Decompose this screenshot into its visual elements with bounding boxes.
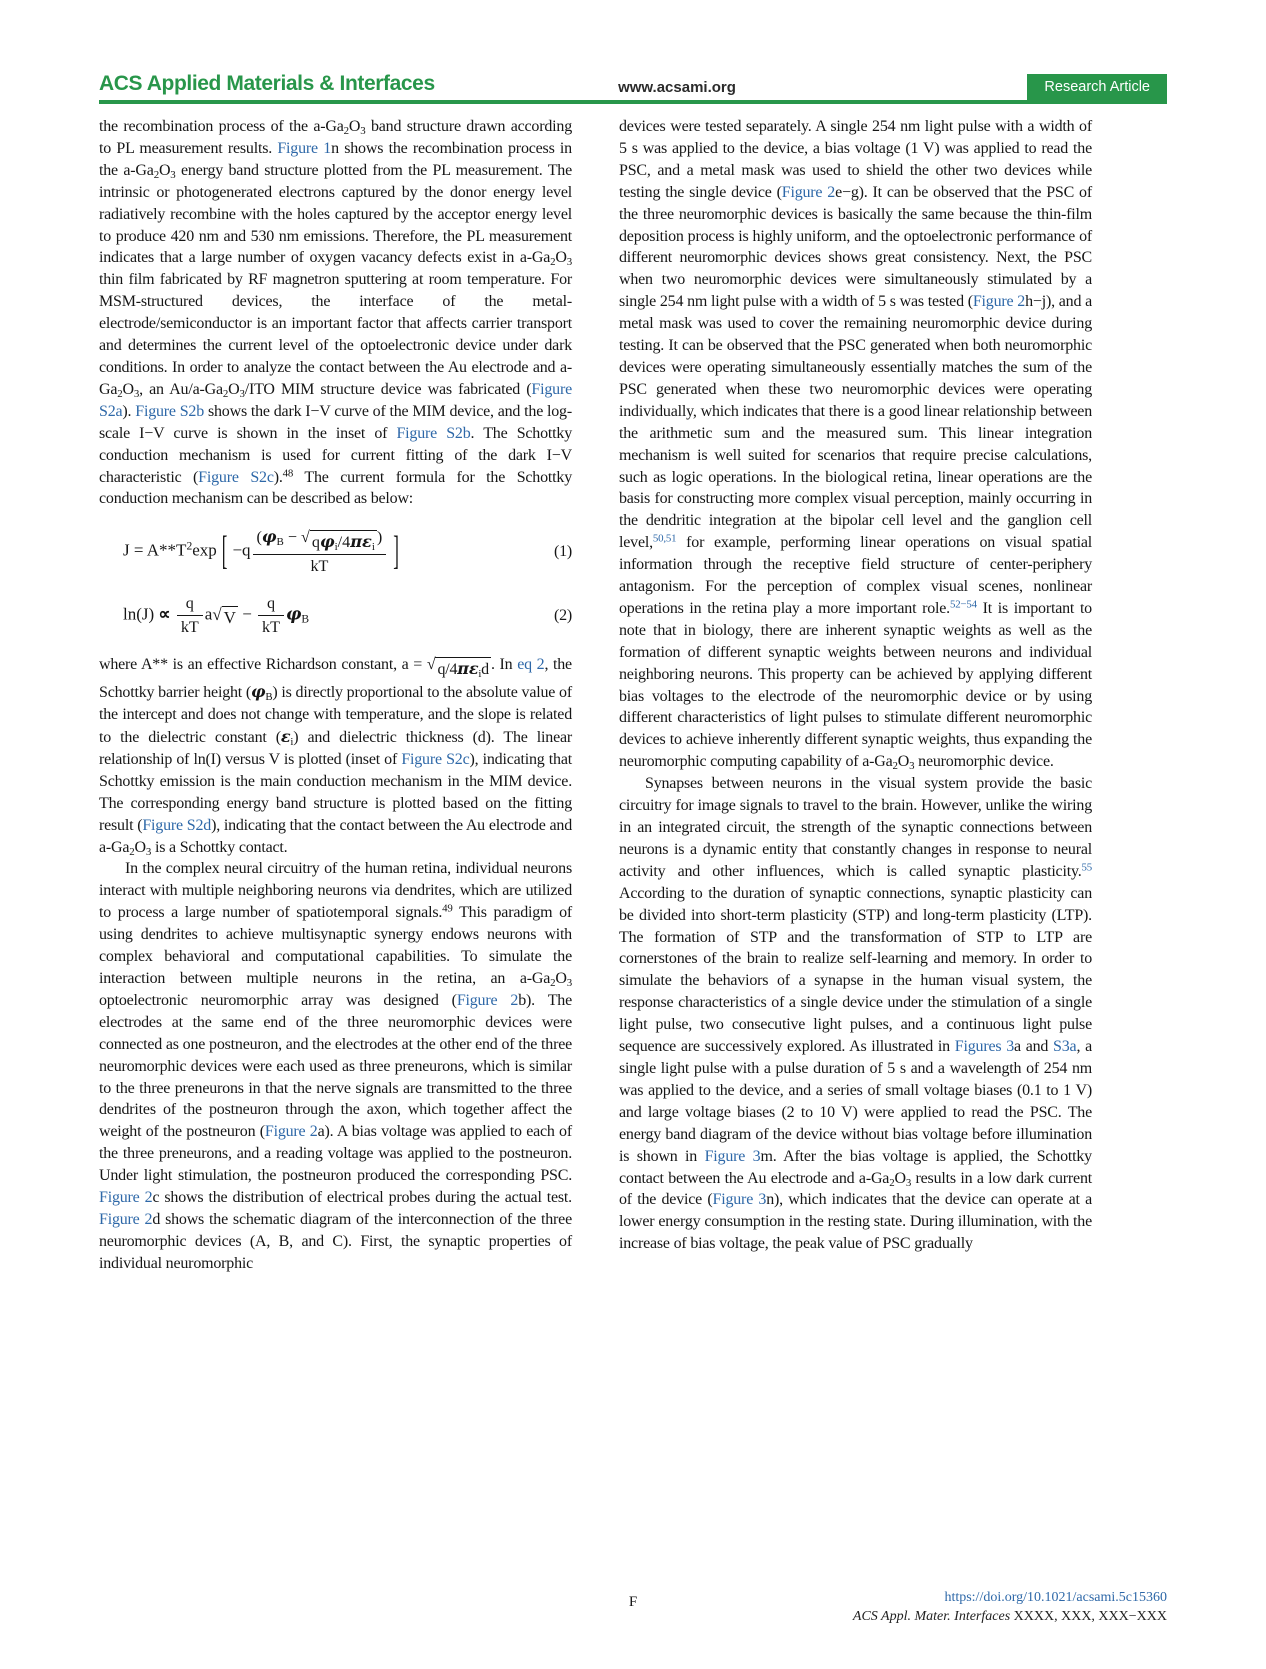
inline-link[interactable]: Figure 2 [264,1123,318,1141]
right-column [619,116,1092,1275]
text-span: 2 [117,387,123,400]
text-span: ε [362,532,372,552]
inline-link[interactable]: Figure S2d [142,816,212,834]
text-span: ε [468,659,479,679]
inline-link[interactable]: Figure 3 [712,1191,767,1209]
inline-link[interactable]: S3a [1053,1038,1077,1056]
text-span: i [290,736,294,749]
reference-link[interactable]: 50,51 [652,532,677,545]
text-span: 3 [360,125,366,138]
left-column [99,116,572,1275]
text-span: i [334,541,338,554]
journal-title: ACS Applied Materials & Interfaces [99,72,435,95]
inline-link[interactable]: Figure 2 [99,1189,153,1207]
para-synapses: Synapses between neurons in the visual system provide the basic circuitry for image signals to travel to the brain. However, unlike the wiring in an integrated circuit, the strength of the synaptic connections between neurons is a dynamic entity that constantly changes in response to neural activity and other influences, which is called synaptic plasticity.$^{55}$ According to the duration of synaptic connections, synaptic plasticity can be divided into short-term plasticity (STP) and long-term plasticity (LTP). The formation of STP and the transformation of STP to LTP are cornerstones of the brain to realize self-learning and memory. In order to simulate the behaviors of a synapse in the human visual system, the response characteristics of a single device under the stimulation of a single light pulse, two consecutive light pulses, and a continuous light pulse sequence are successively explored. As illustrated in Figures 3a and S3a, a single light pulse with a pulse duration of 5 s and a wavelength of 254 nm was applied to the device, and a series of small voltage biases (0.1 to 1 V) and large voltage biases (2 to 10 V) were applied to read the PSC. The energy band diagram of the device without bias voltage before illumination is shown in Figure 3m. After the bias voltage is applied, the Schottky contact between the Au electrode and $a-Ga_2O_3$ results in a low dark current of the device (Figure 3n), which indicates that the device can operate at a lower energy consumption in the resting state. During illumination, with the increase of bias voltage, the peak value of PSC gradually [619,775,1092,1253]
page-number: F [628,1594,638,1610]
inline-link[interactable]: Figure 2 [781,183,836,201]
doi-link[interactable]: https://doi.org/10.1021/acsami.5c15360 [944,1590,1167,1605]
text-span: 2 [892,760,898,773]
fraction-numerator: ($\varphi_B$ − √ $q\varphi_i/4\pi\varepsilon_i$ ) [256,527,383,554]
fraction-denominator: kT [258,615,284,638]
square-root [427,657,491,681]
para-schottky-fitting: where A** is an effective Richardson constant, a = √ $q/4\pi\varepsilon_id$ . In eq 2, the Schottky barrier height $(\varphi_B)$ is directly proportional to the absolute value of the intercept and does not change with temperature, and the slope is related to the dielectric constant $(\varepsilon_i)$ and dielectric thickness (d). The linear relationship of ln(I) versus V is plotted (inset of Figure S2c), indicating that Schottky emission is the main conduction mechanism in the MIM device. The corresponding energy band structure is plotted based on the fitting result (Figure S2d), indicating that the contact between the Au electrode and $a-Ga_2O_3$ is a Schottky contact. [99,656,572,858]
equation-number: (2) [553,606,572,624]
radicand: $q\varphi_i/4\pi\varepsilon_i$ [311,532,375,554]
equation-2 [99,593,572,638]
footer-citation-block [853,1588,1167,1626]
text-span: B [301,612,310,626]
para-devices-tested: devices were tested separately. A single 254 nm light pulse with a width of 5 s was applied to the device, a bias voltage (1 V) was applied to read the PSC, and a metal mask was used to shield the other two devices while testing the single device (Figure 2e−g). It can be observed that the PSC of the three neuromorphic devices is basically the same because the thin-film deposition process is highly uniform, and the optoelectronic performance of different neuromorphic devices shows great consistency. Next, the PSC when two neuromorphic devices were simultaneously stimulated by a single 254 nm light pulse with a width of 5 s was tested (Figure 2h−j), and a metal mask was used to cover the remaining neuromorphic device during testing. It can be observed that the PSC generated when both neuromorphic devices were operating simultaneously essentially matches the sum of the PSC generated when these two neuromorphic devices were operating individually, which indicates that there is a good linear relationship between the arithmetic sum and the measured sum. This linear integration mechanism is well suited for scenarios that require precise calculations, such as logic operations. In the biological retina, linear operations are the basis for constructing more complex visual perception, mainly occurring in the dendritic integration at the bipolar cell level and the ganglion cell level,$^{50,51}$ for example, performing linear operations on visual spatial information through the receptive field structure of center-periphery antagonism. For the perception of complex visual scenes, nonlinear operations in the retina play a more important role.$^{52-54}$ It is important to note that in biology, there are inherent synaptic weights as well as the formation of different synaptic weights between neurons and individual neighboring neurons. This property can be achieved by applying different bias voltages to the electrode of the neuromorphic device or by using different characteristics of light pulses to stimulate different neuromorphic devices to achieve inherently different synaptic weights, thus expanding the neuromorphic computing capability of $a-Ga_2O_3$ neuromorphic device. [619,118,1092,773]
text-span: 3 [170,168,176,181]
inline-link[interactable]: Figure 2 [99,1210,153,1228]
radical-sign-icon: √ [426,656,436,674]
text-span: φ [285,604,302,625]
fraction-numerator: q [185,595,194,613]
radicand: V [222,606,238,629]
inline-link[interactable]: Figure S2c [401,750,470,768]
equation-body: ln(J) ∝ $\frac{q}{kT}$ a √ V − $\frac{q}{kT}$ $\varphi_B$ [123,595,310,637]
text-span: 3 [133,387,140,400]
text-span: φ [251,682,266,702]
text-span: ε [280,727,291,747]
fraction-numerator: q [266,595,276,613]
inline-link[interactable]: Figure S2a [99,380,572,420]
equation-body: $J = A**T^2\exp$ [ −q ($\varphi_B$ − √ $q\varphi_i/4\pi\varepsilon_i$ ) kT ] [123,526,404,577]
text-span: 3 [239,387,245,400]
text-span: 3 [145,845,152,858]
inline-link[interactable]: Figure 2 [972,293,1026,311]
inline-link[interactable]: eq 2 [517,656,545,674]
square-root [212,606,238,629]
inline-link[interactable]: Figure 3 [704,1147,761,1165]
text-span: i [478,668,482,681]
text-span: [ [221,528,228,573]
text-span: 48 [282,467,294,480]
radical-sign-icon: √ [212,604,222,624]
text-span: 3 [909,760,915,773]
text-span: ] [393,528,399,573]
text-span: 3 [566,977,572,990]
text-span: 2 [153,168,159,181]
equation-number: (1) [553,542,572,560]
citation-issue: XXXX, XXX, XXX−XXX [1010,1609,1167,1624]
citation-journal: ACS Appl. Mater. Interfaces [852,1609,1011,1624]
text-span: 2 [889,1176,895,1189]
inline-link[interactable]: Figure S2c [198,468,274,486]
text-span: 2 [343,125,349,138]
text-span: φ [319,532,335,552]
text-span: B [276,536,284,549]
text-span: i [371,541,375,554]
fraction [258,593,284,638]
fraction [177,593,203,638]
text-span: π [350,532,363,552]
text-span: 2 [222,387,229,400]
text-span: 2 [186,539,193,553]
article-body [99,116,1167,1275]
inline-link[interactable]: Figures 3 [954,1038,1014,1056]
inline-link[interactable]: Figure 2 [456,991,519,1009]
equation-1 [99,526,572,577]
square-root [301,530,377,553]
text-span: 2 [129,845,135,858]
text-span: 2 [550,977,556,990]
text-span: φ [261,527,277,547]
inline-link[interactable]: Figure 1 [277,139,332,157]
text-span: ∝ [158,604,171,624]
reference-link[interactable]: 55 [1081,861,1092,874]
fraction [253,526,387,577]
inline-link[interactable]: Figure S2b [135,402,205,420]
para-neural-circuitry: In the complex neural circuitry of the human retina, individual neurons interact with multiple neighboring neurons via dendrites, which are utilized to process a large number of spatiotemporal signals.$^{49}$ This paradigm of using dendrites to achieve multisynaptic synergy endows neurons with complex behavioral and computational capabilities. To simulate the interaction between multiple neurons in the retina, an $a-Ga_2O_3$ optoelectronic neuromorphic array was designed (Figure 2b). The electrodes at the same end of the three neuromorphic devices were connected as one postneuron, and the electrodes at the other end of the three neuromorphic devices were each used as three preneurons, which is similar to the three preneurons in that the nerve signals are transmitted to the three dendrites of the postneuron through the axon, which together affect the weight of the postneuron (Figure 2a). A bias voltage was applied to each of the three preneurons, and a reading voltage was applied to the postneuron. Under light stimulation, the postneuron produced the corresponding PSC. Figure 2c shows the distribution of electrical probes during the actual test. Figure 2d shows the schematic diagram of the interconnection of the three neuromorphic devices (A, B, and C). First, the synaptic properties of individual neuromorphic [99,860,572,1272]
fraction-denominator: kT [253,554,387,577]
citation-line [853,1607,1167,1626]
journal-website-link[interactable]: www.acsami.org [618,79,736,96]
inline-link[interactable]: Figure S2b [396,424,471,442]
para-pl-recombination: the recombination process of the $a-Ga_2O_3$ band structure drawn according to PL measurement results. Figure 1n shows the recombination process in the $a-Ga_2O_3$ energy band structure plotted from the PL measurement. The intrinsic or photogenerated electrons captured by the donor energy level radiatively recombine with the holes captured by the acceptor energy level to produce 420 nm and 530 nm emissions. Therefore, the PL measurement indicates that a large number of oxygen vacancy defects exist in $a-Ga_2O_3$ thin film fabricated by RF magnetron sputtering at room temperature. For MSM-structured devices, the interface of the metal-electrode/semiconductor is an important factor that affects carrier transport and determines the current level of the optoelectronic device under dark conditions. In order to analyze the contact between the Au electrode and $a-Ga_2O_3$, an $Au/a-Ga_2O_3$/ITO MIM structure device was fabricated (Figure S2a). Figure S2b shows the dark I−V curve of the MIM device, and the log-scale I−V curve is shown in the inset of Figure S2b. The Schottky conduction mechanism is used for current fitting of the dark I−V characteristic (Figure S2c).$^{48}$ The current formula for the Schottky conduction mechanism can be described as below: [99,118,572,508]
research-article-badge: Research Article [1027,74,1167,100]
text-span: 2 [550,256,556,269]
radicand: $q/4\pi\varepsilon_id$ [437,659,489,681]
reference-link[interactable]: 52−54 [949,598,977,611]
fraction-denominator: kT [177,615,203,638]
radical-sign-icon: √ [301,529,310,547]
text-span: 3 [905,1176,912,1189]
text-span: π [457,659,469,679]
text-span: 3 [566,256,572,269]
text-span: B [265,691,273,704]
header-rule [99,100,1167,104]
text-span: 49 [442,902,453,915]
